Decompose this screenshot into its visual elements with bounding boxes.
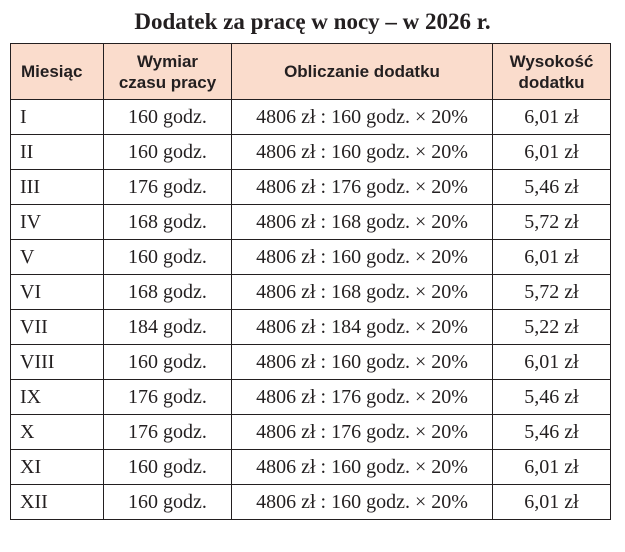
header-calculation-label: Obliczanie dodatku bbox=[284, 62, 440, 81]
cell-bonus-amount: 6,01 zł bbox=[493, 100, 611, 135]
cell-bonus-amount: 5,46 zł bbox=[493, 415, 611, 450]
cell-bonus-amount: 6,01 zł bbox=[493, 485, 611, 520]
table-row bbox=[11, 310, 611, 345]
header-bonus-amount bbox=[493, 44, 611, 100]
table-row bbox=[11, 415, 611, 450]
header-bonus-amount-line2: dodatku bbox=[518, 72, 585, 92]
cell-working-time: 168 godz. bbox=[104, 275, 232, 310]
table-row bbox=[11, 275, 611, 310]
table-title: Dodatek za pracę w nocy – w 2026 r. bbox=[134, 9, 491, 34]
cell-bonus-amount: 5,22 zł bbox=[493, 310, 611, 345]
night-work-bonus-table bbox=[10, 43, 611, 520]
cell-calculation: 4806 zł : 160 godz. × 20% bbox=[232, 450, 493, 485]
table-row bbox=[11, 240, 611, 275]
header-month-label: Miesiąc bbox=[21, 62, 83, 81]
cell-month: VII bbox=[11, 310, 104, 345]
cell-calculation: 4806 zł : 184 godz. × 20% bbox=[232, 310, 493, 345]
header-bonus-amount-line1: Wysokość bbox=[509, 51, 594, 71]
cell-month: XI bbox=[11, 450, 104, 485]
cell-working-time: 160 godz. bbox=[104, 100, 232, 135]
cell-bonus-amount: 5,72 zł bbox=[493, 275, 611, 310]
cell-calculation: 4806 zł : 160 godz. × 20% bbox=[232, 100, 493, 135]
header-calculation bbox=[232, 44, 493, 100]
cell-bonus-amount: 5,72 zł bbox=[493, 205, 611, 240]
cell-month: V bbox=[11, 240, 104, 275]
cell-working-time: 160 godz. bbox=[104, 485, 232, 520]
header-row bbox=[11, 44, 611, 100]
table-row bbox=[11, 450, 611, 485]
cell-working-time: 184 godz. bbox=[104, 310, 232, 345]
cell-working-time: 168 godz. bbox=[104, 205, 232, 240]
cell-working-time: 160 godz. bbox=[104, 135, 232, 170]
cell-working-time: 160 godz. bbox=[104, 240, 232, 275]
cell-calculation: 4806 zł : 176 godz. × 20% bbox=[232, 170, 493, 205]
header-working-time-line2: czasu pracy bbox=[118, 72, 217, 92]
header-working-time-line1: Wymiar bbox=[136, 51, 199, 71]
cell-bonus-amount: 6,01 zł bbox=[493, 345, 611, 380]
table-header bbox=[11, 44, 611, 100]
cell-working-time: 160 godz. bbox=[104, 450, 232, 485]
cell-month: XII bbox=[11, 485, 104, 520]
cell-month: III bbox=[11, 170, 104, 205]
table-row bbox=[11, 345, 611, 380]
cell-working-time: 176 godz. bbox=[104, 415, 232, 450]
table-row bbox=[11, 135, 611, 170]
cell-working-time: 176 godz. bbox=[104, 170, 232, 205]
header-working-time bbox=[104, 44, 232, 100]
cell-month: II bbox=[11, 135, 104, 170]
cell-working-time: 160 godz. bbox=[104, 345, 232, 380]
cell-month: IV bbox=[11, 205, 104, 240]
cell-month: IX bbox=[11, 380, 104, 415]
cell-month: I bbox=[11, 100, 104, 135]
cell-bonus-amount: 6,01 zł bbox=[493, 135, 611, 170]
cell-calculation: 4806 zł : 176 godz. × 20% bbox=[232, 415, 493, 450]
table-row bbox=[11, 485, 611, 520]
table-row bbox=[11, 170, 611, 205]
cell-calculation: 4806 zł : 160 godz. × 20% bbox=[232, 345, 493, 380]
cell-bonus-amount: 6,01 zł bbox=[493, 450, 611, 485]
cell-calculation: 4806 zł : 176 godz. × 20% bbox=[232, 380, 493, 415]
cell-calculation: 4806 zł : 160 godz. × 20% bbox=[232, 135, 493, 170]
cell-month: X bbox=[11, 415, 104, 450]
cell-month: VIII bbox=[11, 345, 104, 380]
cell-calculation: 4806 zł : 160 godz. × 20% bbox=[232, 485, 493, 520]
cell-working-time: 176 godz. bbox=[104, 380, 232, 415]
cell-calculation: 4806 zł : 168 godz. × 20% bbox=[232, 275, 493, 310]
cell-month: VI bbox=[11, 275, 104, 310]
header-month bbox=[11, 44, 104, 100]
cell-bonus-amount: 5,46 zł bbox=[493, 380, 611, 415]
cell-calculation: 4806 zł : 168 godz. × 20% bbox=[232, 205, 493, 240]
table-body bbox=[11, 100, 611, 520]
table-row bbox=[11, 380, 611, 415]
cell-bonus-amount: 6,01 zł bbox=[493, 240, 611, 275]
cell-calculation: 4806 zł : 160 godz. × 20% bbox=[232, 240, 493, 275]
table-row bbox=[11, 205, 611, 240]
cell-bonus-amount: 5,46 zł bbox=[493, 170, 611, 205]
table-row bbox=[11, 100, 611, 135]
